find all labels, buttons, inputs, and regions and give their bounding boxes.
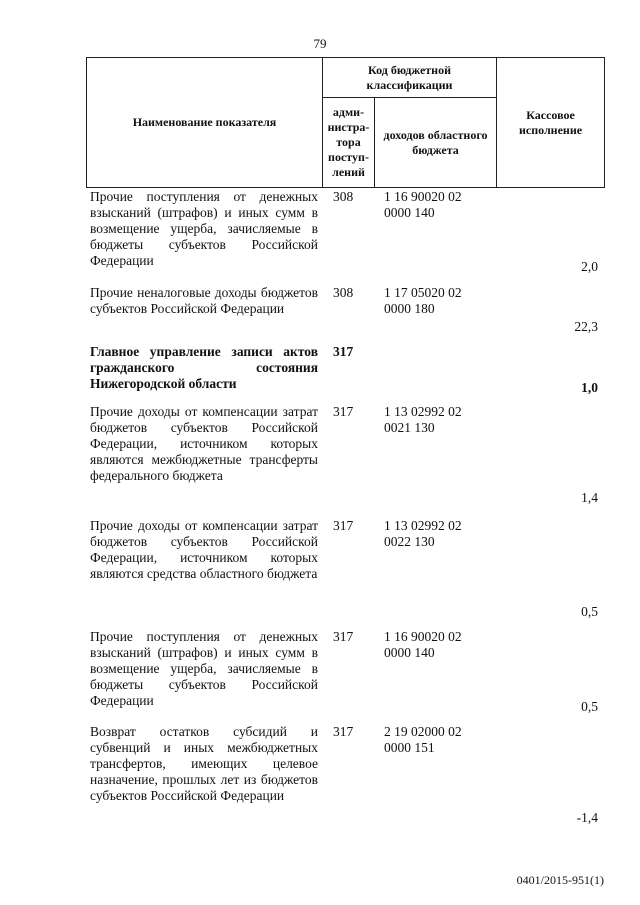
admin-code: 317 [333, 629, 354, 644]
admin-code: 308 [333, 189, 354, 204]
cash-execution-value: 2,0 [581, 259, 598, 274]
header-code-group: Код бюджетной классификации [323, 58, 497, 98]
header-income-column: доходов областного бюджета [375, 98, 497, 188]
indicator-name: Главное управление записи актов гражданского состояния Нижегородской области [90, 344, 318, 391]
cash-execution-value: 0,5 [581, 604, 598, 619]
cash-execution-value: 0,5 [581, 699, 598, 714]
header-admin-column: адми-нистра-тора поступ-лений [323, 98, 375, 188]
table-header [86, 57, 605, 188]
cash-execution-value: 1,4 [581, 490, 598, 505]
income-code: 1 13 02992 02 0021 130 [384, 404, 462, 435]
income-code: 1 16 90020 02 0000 140 [384, 629, 462, 660]
page-number: 79 [313, 36, 327, 51]
indicator-name: Возврат остатков субсидий и субвенций и иных межбюджетных трансфертов, имеющих целевое назначение, прошлых лет из бюджетов субъектов Российской Федерации [90, 724, 318, 803]
admin-code: 317 [333, 724, 354, 739]
admin-code: 317 [333, 344, 354, 359]
income-code: 1 13 02992 02 0022 130 [384, 518, 462, 549]
cash-execution-value: 22,3 [574, 319, 598, 334]
document-code: 0401/2015-951(1) [516, 873, 604, 887]
cash-execution-value: 1,0 [581, 380, 598, 395]
cash-execution-value: -1,4 [576, 810, 598, 825]
admin-code: 317 [333, 518, 354, 533]
indicator-name: Прочие поступления от денежных взысканий (штрафов) и иных сумм в возмещение ущерба, зачисляемые в бюджеты субъектов Российской Федерации [90, 189, 318, 268]
header-value-column: Кассовое исполнение [497, 58, 605, 188]
income-code: 1 17 05020 02 0000 180 [384, 285, 462, 316]
header-name-column: Наименование показателя [87, 58, 323, 188]
income-code: 2 19 02000 02 0000 151 [384, 724, 462, 755]
income-code: 1 16 90020 02 0000 140 [384, 189, 462, 220]
admin-code: 308 [333, 285, 354, 300]
indicator-name: Прочие доходы от компенсации затрат бюджетов субъектов Российской Федерации, источником которых являются средства областного бюджета [90, 518, 318, 581]
admin-code: 317 [333, 404, 354, 419]
indicator-name: Прочие поступления от денежных взысканий (штрафов) и иных сумм в возмещение ущерба, зачисляемые в бюджеты субъектов Российской Федерации [90, 629, 318, 708]
indicator-name: Прочие неналоговые доходы бюджетов субъектов Российской Федерации [90, 285, 318, 316]
indicator-name: Прочие доходы от компенсации затрат бюджетов субъектов Российской Федерации, источником которых являются межбюджетные трансферты федерального бюджета [90, 404, 318, 483]
